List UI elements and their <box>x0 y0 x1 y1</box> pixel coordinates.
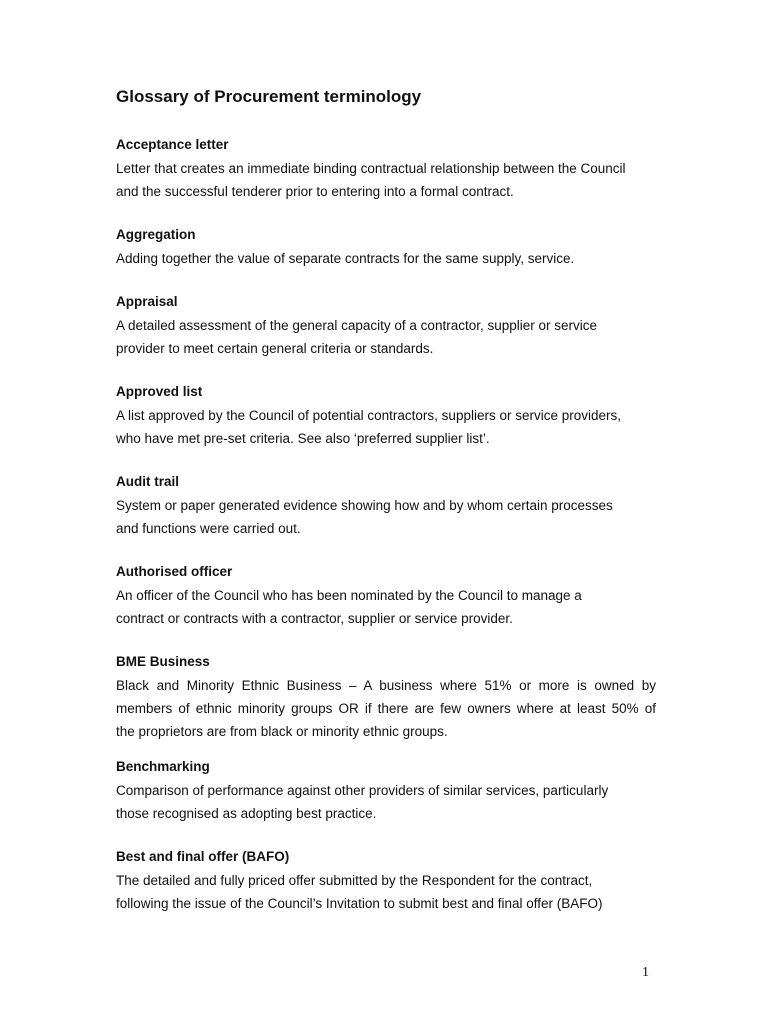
glossary-definition <box>116 779 656 825</box>
definition-line: Adding together the value of separate contracts for the same supply, service. <box>116 251 575 266</box>
definition-line: A list approved by the Council of potential contractors, suppliers or service providers, <box>116 408 621 423</box>
glossary-definition <box>116 869 656 915</box>
glossary-term: Audit trail <box>116 474 179 489</box>
document-title: Glossary of Procurement terminology <box>116 87 422 106</box>
glossary-definition <box>116 494 656 540</box>
glossary-entry <box>116 135 656 203</box>
glossary-definition <box>116 404 656 450</box>
glossary-definition <box>116 584 656 630</box>
glossary-definition <box>116 314 656 360</box>
glossary-entry <box>116 292 656 360</box>
glossary-entry <box>116 472 656 540</box>
definition-line: Comparison of performance against other providers of similar services, particularly <box>116 783 609 798</box>
definition-line: An officer of the Council who has been nominated by the Council to manage a <box>116 588 582 603</box>
definition-line: the proprietors are from black or minority ethnic groups. <box>116 724 448 739</box>
glossary-entry <box>116 382 656 450</box>
glossary-term: Benchmarking <box>116 759 210 774</box>
page-number: 1 <box>642 965 649 980</box>
definition-line: members of ethnic minority groups OR if there are few owners where at least 50% of <box>116 701 656 716</box>
definition-line: Letter that creates an immediate binding contractual relationship between the Council <box>116 161 626 176</box>
definition-line: and functions were carried out. <box>116 521 301 536</box>
glossary-definition <box>116 157 656 203</box>
definition-line: The detailed and fully priced offer submitted by the Respondent for the contract, <box>116 873 593 888</box>
glossary-entry <box>116 225 656 270</box>
glossary-term: Approved list <box>116 384 203 399</box>
definition-line: Black and Minority Ethnic Business – A business where 51% or more is owned by <box>116 678 656 693</box>
glossary-term: Aggregation <box>116 227 196 242</box>
glossary-term: Best and final offer (BAFO) <box>116 849 290 864</box>
glossary-entry <box>116 562 656 630</box>
definition-line: following the issue of the Council’s Invitation to submit best and final offer (BAFO) <box>116 896 603 911</box>
definition-line: who have met pre-set criteria. See also ‘preferred supplier list’. <box>116 431 490 446</box>
glossary-entry <box>116 847 656 915</box>
glossary-entry <box>116 757 656 825</box>
glossary-entry <box>116 652 656 743</box>
definition-line: those recognised as adopting best practice. <box>116 806 377 821</box>
glossary-definition <box>116 247 656 270</box>
glossary-list <box>116 135 656 915</box>
document-page <box>116 86 656 915</box>
definition-line: A detailed assessment of the general capacity of a contractor, supplier or service <box>116 318 598 333</box>
glossary-term: BME Business <box>116 654 210 669</box>
glossary-term: Acceptance letter <box>116 137 229 152</box>
definition-line: and the successful tenderer prior to entering into a formal contract. <box>116 184 514 199</box>
glossary-definition <box>116 674 656 743</box>
definition-line: System or paper generated evidence showing how and by whom certain processes <box>116 498 613 513</box>
glossary-term: Appraisal <box>116 294 178 309</box>
glossary-term: Authorised officer <box>116 564 233 579</box>
definition-line: contract or contracts with a contractor, supplier or service provider. <box>116 611 513 626</box>
definition-line: provider to meet certain general criteria or standards. <box>116 341 434 356</box>
